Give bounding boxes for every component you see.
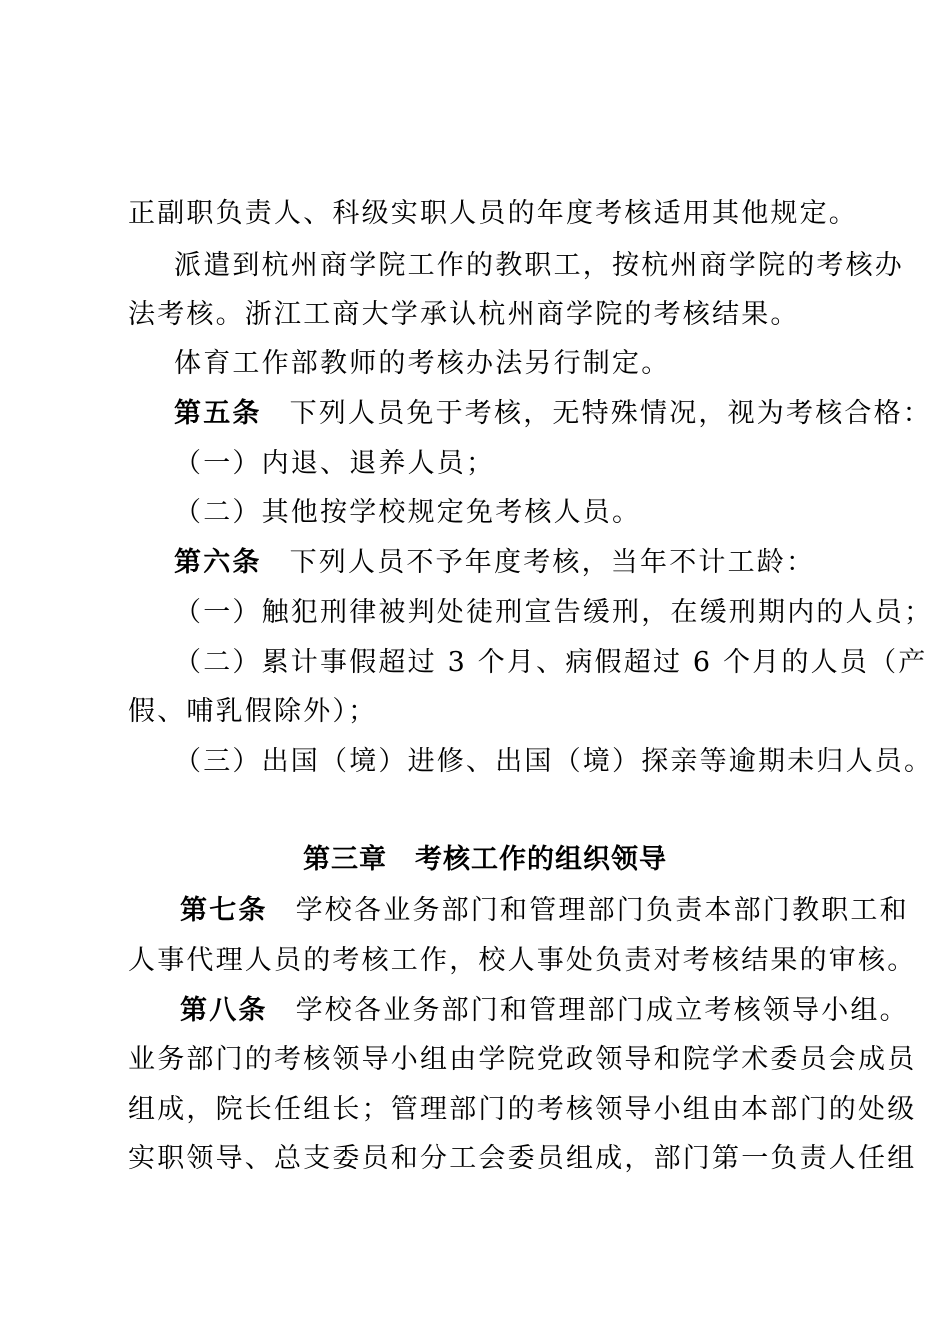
article-5-item: （一）内退、退养人员；	[174, 448, 496, 479]
article-6-item-cont: 假、哺乳假除外）；	[128, 696, 378, 727]
article-7	[0, 893, 950, 929]
article-6-label: 第六条	[174, 547, 262, 578]
paragraph-line: 体育工作部教师的考核办法另行制定。	[174, 348, 671, 379]
paragraph-line: 法考核。浙江工商大学承认杭州商学院的考核结果。	[128, 299, 800, 330]
paragraph-line: 派遣到杭州商学院工作的教职工，按杭州商学院的考核办	[174, 250, 904, 281]
paragraph-line: 业务部门的考核领导小组由学院党政领导和院学术委员会成员	[128, 1044, 917, 1075]
paragraph-line: 人事代理人员的考核工作，校人事处负责对考核结果的审核。	[128, 945, 917, 976]
article-8-label: 第八条	[180, 995, 268, 1026]
article-7-label: 第七条	[180, 895, 268, 926]
article-6-text: 下列人员不予年度考核，当年不计工龄：	[289, 547, 816, 578]
article-5-item: （二）其他按学校规定免考核人员。	[174, 497, 642, 528]
article-5-text: 下列人员免于考核，无特殊情况，视为考核合格：	[289, 398, 933, 429]
article-7-text: 学校各业务部门和管理部门负责本部门教职工和	[295, 895, 909, 926]
article-8-text: 学校各业务部门和管理部门成立考核领导小组。	[295, 995, 909, 1026]
chapter-heading: 第三章 考核工作的组织领导	[303, 844, 667, 875]
article-6-item: （二）累计事假超过 3 个月、病假超过 6 个月的人员（产	[174, 647, 928, 678]
paragraph-line: 实职领导、总支委员和分工会委员组成，部门第一负责人任组	[128, 1143, 917, 1174]
article-5	[0, 396, 950, 432]
paragraph-line: 组成，院长任组长；管理部门的考核领导小组由本部门的处级	[128, 1094, 917, 1125]
article-8	[0, 993, 950, 1029]
article-6	[0, 545, 950, 581]
article-6-item: （三）出国（境）进修、出国（境）探亲等逾期未归人员。	[174, 746, 934, 777]
article-6-item: （一）触犯刑律被判处徒刑宣告缓刑，在缓刑期内的人员；	[174, 597, 934, 628]
paragraph-line: 正副职负责人、科级实职人员的年度考核适用其他规定。	[128, 198, 858, 229]
article-5-label: 第五条	[174, 398, 262, 429]
